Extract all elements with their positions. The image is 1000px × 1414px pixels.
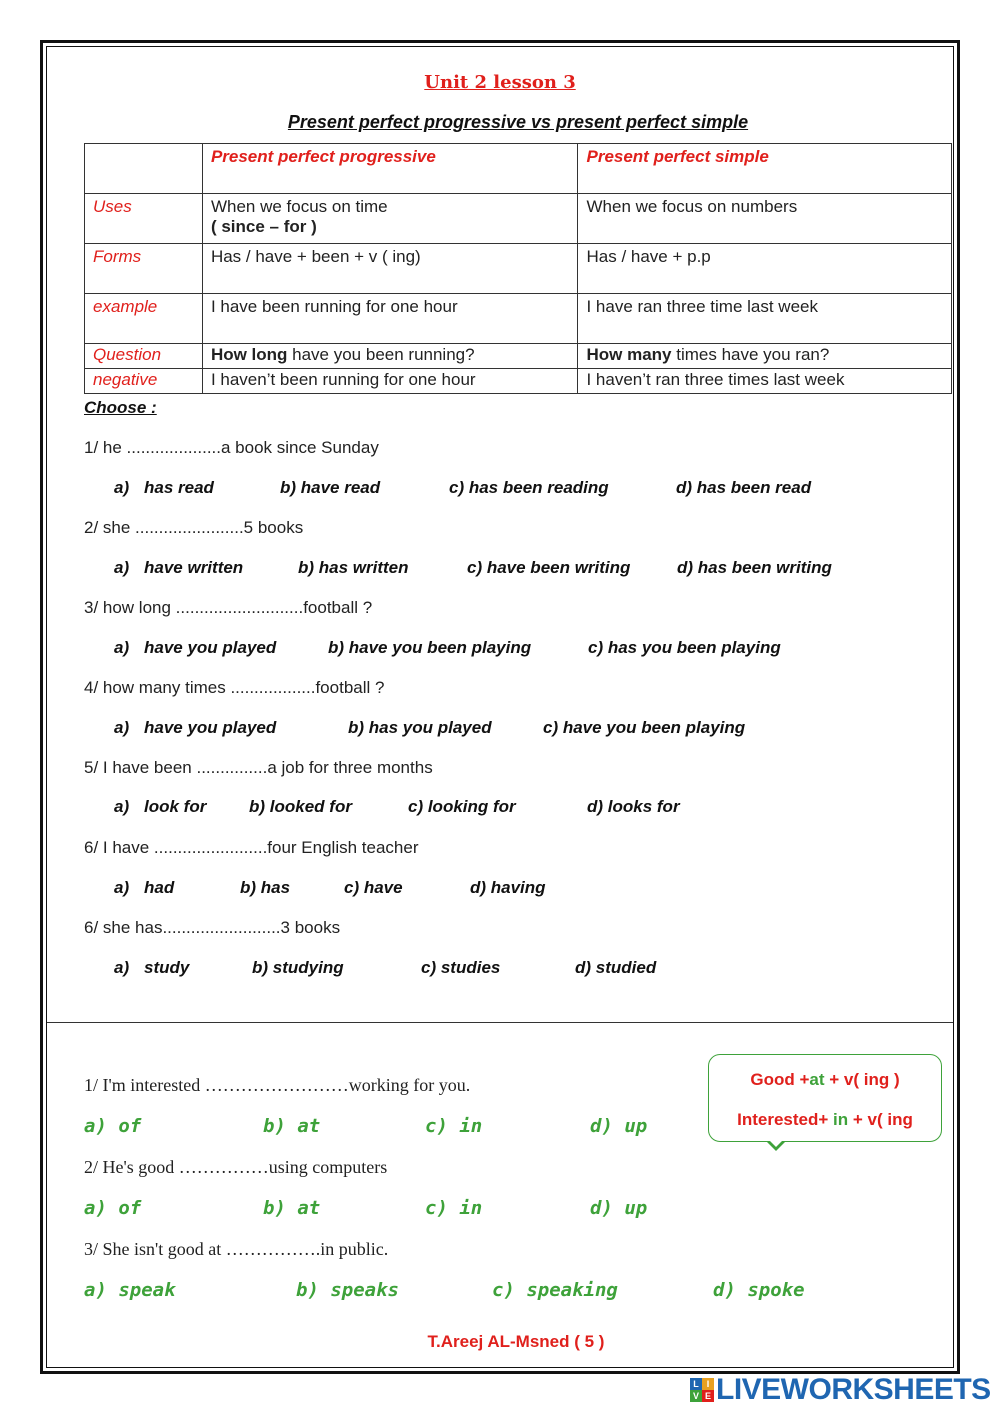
uses-progressive-text: When we focus on time: [210, 197, 388, 216]
p2q1-option-c[interactable]: c) in: [425, 1115, 483, 1137]
question-progressive-rest: have you been running?: [287, 345, 475, 364]
lesson-subtitle: Present perfect progressive vs present perfect simple: [287, 112, 749, 132]
q6-option-d[interactable]: d) having: [470, 878, 546, 897]
p2q1-option-a[interactable]: a) of: [84, 1115, 142, 1137]
liveworksheets-icon: L I V E: [690, 1378, 714, 1402]
question-5: 5/ I have been ...............a job for three months: [84, 758, 433, 777]
p2q1-option-d[interactable]: d) up: [590, 1115, 648, 1137]
hint-good-at: Good +at + v( ing ): [750, 1070, 900, 1089]
p2q2-option-d[interactable]: d) up: [590, 1197, 648, 1219]
p2q2-option-b[interactable]: b) at: [263, 1197, 321, 1219]
row-label-question: Question: [85, 344, 203, 369]
q3-option-b[interactable]: b) have you been playing: [328, 638, 532, 657]
row-label-forms: Forms: [85, 244, 203, 294]
q1-option-b[interactable]: b) have read: [280, 478, 381, 497]
grammar-hint-callout: [708, 1054, 942, 1142]
q2-option-d[interactable]: d) has been writing: [677, 558, 832, 577]
header-progressive: Present perfect progressive: [202, 144, 578, 194]
q3-option-a-letter[interactable]: a): [114, 638, 130, 657]
q4-option-b[interactable]: b) has you played: [348, 718, 492, 737]
part2-question-1: 1/ I'm interested ……………………working for you.: [84, 1075, 471, 1095]
q2-option-c[interactable]: c) have been writing: [467, 558, 631, 577]
cell-forms-progressive: Has / have + been + v ( ing): [202, 244, 578, 294]
q5-option-d[interactable]: d) looks for: [587, 797, 680, 816]
table-row-question: [85, 344, 952, 369]
q4-option-a[interactable]: have you played: [144, 718, 277, 737]
table-row-forms: [85, 244, 952, 294]
cell-negative-progressive: I haven’t been running for one hour: [202, 369, 578, 394]
question-2: 2/ she .......................5 books: [84, 518, 304, 537]
table-row-example: [85, 294, 952, 344]
q3-option-c[interactable]: c) has you been playing: [588, 638, 781, 657]
q1-option-a[interactable]: has read: [144, 478, 214, 497]
teacher-credit: T.Areej AL-Msned ( 5 ): [427, 1332, 605, 1351]
callout-pointer-fill: [768, 1139, 784, 1147]
p2q1-option-b[interactable]: b) at: [263, 1115, 321, 1137]
unit-title: Unit 2 lesson 3: [424, 72, 576, 93]
q7-option-a[interactable]: study: [144, 958, 190, 977]
q6-option-b[interactable]: b) has: [240, 878, 291, 897]
hint-interested-in: Interested+ in + v( ing: [737, 1110, 913, 1129]
q3-option-a[interactable]: have you played: [144, 638, 277, 657]
question-how-long: How long: [210, 345, 288, 364]
uses-progressive-since-for: ( since – for ): [210, 217, 317, 236]
q2-option-a[interactable]: have written: [144, 558, 244, 577]
cell-uses-progressive: [202, 194, 578, 244]
cell-question-simple: [578, 344, 952, 369]
q5-option-a[interactable]: look for: [144, 797, 207, 816]
part2-question-3: 3/ She isn't good at …………….in public.: [84, 1239, 389, 1259]
cell-forms-simple: Has / have + p.p: [578, 244, 952, 294]
p2q3-option-c[interactable]: c) speaking: [492, 1279, 618, 1301]
q5-option-b[interactable]: b) looked for: [249, 797, 352, 816]
liveworksheets-logo: [690, 1375, 991, 1405]
question-6: 6/ I have ........................four English teacher: [84, 838, 419, 857]
q6-option-c[interactable]: c) have: [344, 878, 403, 897]
question-7: 6/ she has.........................3 books: [84, 918, 341, 937]
q7-option-c[interactable]: c) studies: [421, 958, 501, 977]
q7-option-a-letter[interactable]: a): [114, 958, 130, 977]
question-1: 1/ he ....................a book since Sunday: [84, 438, 379, 457]
liveworksheets-wordmark: LIVEWORKSHEETS: [716, 1373, 991, 1406]
table-header-empty: [85, 144, 203, 194]
question-4: 4/ how many times ..................football ?: [84, 678, 385, 697]
q5-option-c[interactable]: c) looking for: [408, 797, 516, 816]
table-header-row: [85, 144, 952, 194]
row-label-negative: negative: [85, 369, 203, 394]
section-divider: [47, 1022, 953, 1023]
q4-option-c[interactable]: c) have you been playing: [543, 718, 746, 737]
q4-option-a-letter[interactable]: a): [114, 718, 130, 737]
header-simple: Present perfect simple: [578, 144, 952, 194]
p2q3-option-b[interactable]: b) speaks: [296, 1279, 399, 1301]
row-label-example: example: [85, 294, 203, 344]
table-row-negative: [85, 369, 952, 394]
cell-example-simple: I have ran three time last week: [578, 294, 952, 344]
p2q3-option-a[interactable]: a) speak: [84, 1279, 176, 1301]
q6-option-a-letter[interactable]: a): [114, 878, 130, 897]
cell-negative-simple: I haven’t ran three times last week: [578, 369, 952, 394]
q1-option-c[interactable]: c) has been reading: [449, 478, 609, 497]
cell-example-progressive: I have been running for one hour: [202, 294, 578, 344]
row-label-uses: Uses: [85, 194, 203, 244]
choose-heading: Choose :: [84, 398, 157, 417]
grammar-comparison-table: [84, 143, 952, 394]
p2q2-option-a[interactable]: a) of: [84, 1197, 142, 1219]
cell-question-progressive: [202, 344, 578, 369]
q2-option-b[interactable]: b) has written: [298, 558, 409, 577]
question-3: 3/ how long ...........................football ?: [84, 598, 373, 617]
cell-uses-simple: When we focus on numbers: [578, 194, 952, 244]
p2q2-option-c[interactable]: c) in: [425, 1197, 483, 1219]
question-simple-rest: times have you ran?: [671, 345, 830, 364]
q1-option-d[interactable]: d) has been read: [676, 478, 812, 497]
part2-question-2: 2/ He's good ……………using computers: [84, 1157, 388, 1177]
q2-option-a-letter[interactable]: a): [114, 558, 130, 577]
q7-option-b[interactable]: b) studying: [252, 958, 344, 977]
p2q3-option-d[interactable]: d) spoke: [713, 1279, 805, 1301]
q1-option-a-letter[interactable]: a): [114, 478, 130, 497]
question-how-many: How many: [586, 345, 672, 364]
q6-option-a[interactable]: had: [144, 878, 175, 897]
table-row-uses: [85, 194, 952, 244]
q7-option-d[interactable]: d) studied: [575, 958, 657, 977]
q5-option-a-letter[interactable]: a): [114, 797, 130, 816]
